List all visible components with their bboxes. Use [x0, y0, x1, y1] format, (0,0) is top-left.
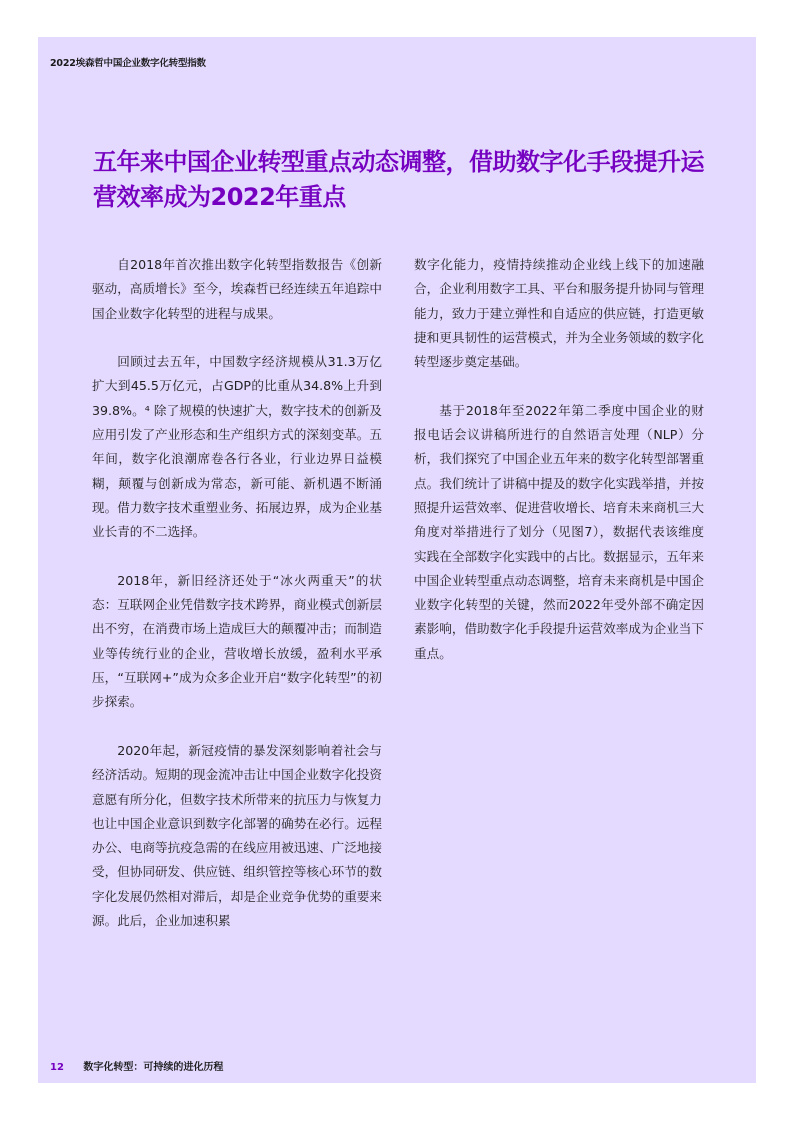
- running-header: 2022埃森哲中国企业数字化转型指数: [50, 58, 206, 69]
- right-column: [414, 253, 704, 690]
- paragraph: 基于2018年至2022年第二季度中国企业的财报电话会议讲稿所进行的自然语言处理（NLP）分析，我们探究了中国企业五年来的数字化转型部署重点。我们统计了讲稿中提及的数字化实践举措，并按照提升运营效率、促进营收增长、培育未来商机三大角度对举措进行了划分（见图7），数据代表该维度实践在全部数字化实践中的占比。数据显示，五年来中国企业转型重点动态调整，培育未来商机是中国企业数字化转型的关键，然而2022年受外部不确定因素影响，借助数字化手段提升运营效率成为企业当下重点。: [414, 402, 704, 661]
- paragraph: 数字化能力，疫情持续推动企业线上线下的加速融合，企业利用数字工具、平台和服务提升协同与管理能力，致力于建立弹性和自适应的供应链，打造更敏捷和更具韧性的运营模式，并为全业务领域的数字化转型逐步奠定基础。: [414, 257, 704, 370]
- paragraph: 2020年起，新冠疫情的暴发深刻影响着社会与经济活动。短期的现金流冲击让中国企业数字化投资意愿有所分化，但数字技术所带来的抗压力与恢复力也让中国企业意识到数字化部署的确势在必行。远程办公、电商等抗疫急需的在线应用被迅速、广泛地接受，但协同研发、供应链、组织管控等核心环节的数字化发展仍然相对滞后，却是企业竞争优势的重要来源。此后，企业加速积累: [92, 742, 382, 929]
- page-panel: [38, 37, 756, 1083]
- page-number: 12: [50, 1062, 64, 1073]
- paragraph: 回顾过去五年，中国数字经济规模从31.3万亿扩大到45.5万亿元，占GDP的比重从34.8%上升到39.8%。⁴ 除了规模的快速扩大，数字技术的创新及应用引发了产业形态和生产组织方式的深刻变革。五年间，数字化浪潮席卷各行各业，行业边界日益模糊，颠覆与创新成为常态，新可能、新机遇不断涌现。借力数字技术重塑业务、拓展边界，成为企业基业长青的不二选择。: [92, 354, 382, 540]
- page-footer: [50, 1058, 223, 1073]
- page-title: 五年来中国企业转型重点动态调整，借助数字化手段提升运营效率成为2022年重点: [93, 148, 704, 211]
- left-column: [92, 253, 382, 958]
- paragraph: 自2018年首次推出数字化转型指数报告《创新驱动，高质增长》至今，埃森哲已经连续五年追踪中国企业数字化转型的进程与成果。: [92, 257, 382, 321]
- section-title: 数字化转型：可持续的进化历程: [83, 1062, 224, 1073]
- paragraph: 2018年，新旧经济还处于“冰火两重天”的状态：互联网企业凭借数字技术跨界，商业模式创新层出不穷，在消费市场上造成巨大的颠覆冲击；而制造业等传统行业的企业，营收增长放缓，盈利水平承压，“互联网+”成为众多企业开启“数字化转型”的初步探索。: [92, 572, 382, 710]
